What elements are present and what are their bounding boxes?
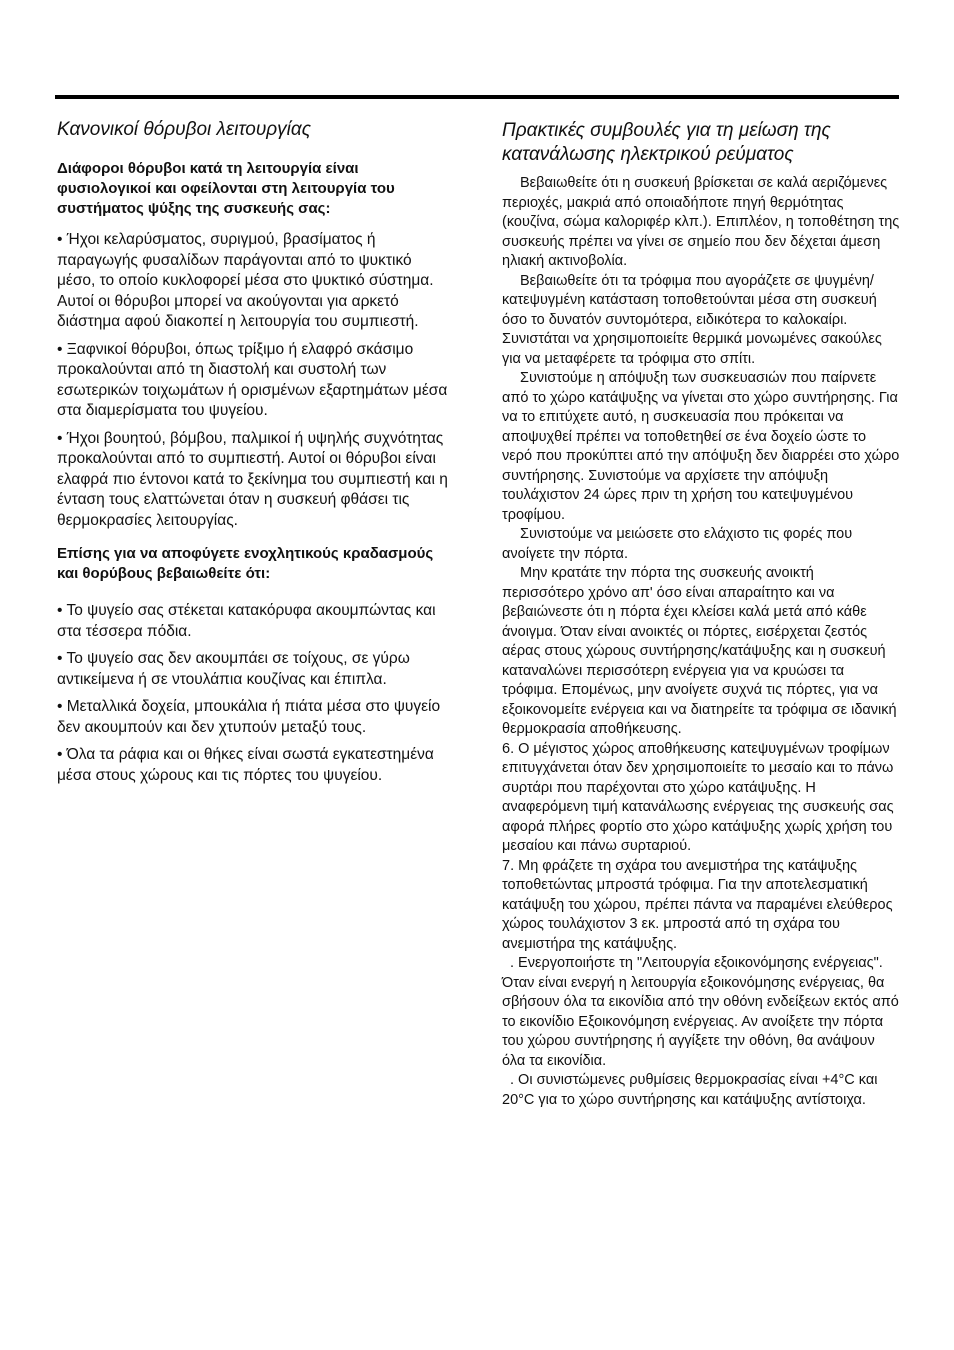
tip-paragraph-1: Βεβαιωθείτε ότι η συσκευή βρίσκεται σε καλά αεριζόμενες περιοχές, μακριά από οποιαδήποτε πηγή θερμότητας (κουζίνα, σώμα καλοριφέρ κλπ.). Επιπλέον, η τοποθέτηση της συσκευής πρέπει να γίνει σε σημείο που δεν δέχεται άμεση ηλιακή ακτινοβολία. [502, 175, 900, 269]
avoid-bullet-3: • Μεταλλικά δοχεία, μπουκάλια ή πιάτα μέσα στο ψυγείο δεν ακουμπούν και δεν χτυπούν μεταξύ τους. [57, 698, 441, 736]
top-rule [55, 95, 899, 99]
tip-paragraph-8: . Ενεργοποιήστε τη "Λειτουργία εξοικονόμησης ενέργειας". Όταν είναι ενεργή η λειτουργία εξοικονόμησης ενέργειας, θα σβήσουν όλα τα εικονίδια από την οθόνη ενδείξεων εκτός από το εικονίδιο Εξοικονόμηση ενέργειας. Αν ανοίξετε την πόρτα του χώρου συντήρησης ή αγγίξετε την οθόνη, θα ανάψουν όλα τα εικονίδια. [502, 955, 899, 1069]
tip-paragraph-5: Μην κρατάτε την πόρτα της συσκευής ανοικτή περισσότερο χρόνο απ' όσο είναι απαραίτητο και να βεβαιώνεστε ότι η πόρτα έχει κλείσει καλά μετά από κάθε άνοιγμα. Όταν είναι ανοικτές οι πόρτες, εισέρχεται ζεστός αέρας στους χώρους συντήρησης/κατάψυξης και η συσκευή καταναλώνει περισσότερη ενέργεια για να κρυώσει τα τρόφιμα. Επομένως, μην ανοίγετε συχνά τις πόρτες, για να εξοικονομείτε ενέργεια και να διατηρείτε τα τρόφιμα σε ιδανική θερμοκρασία αποθήκευσης. [502, 565, 897, 737]
tip-paragraph-6: 6. Ο μέγιστος χώρος αποθήκευσης κατεψυγμένων τροφίμων επιτυγχάνεται όταν δεν χρησιμοποιείτε το μεσαίο και το πάνω συρτάρι που παρέχονται στο χώρο κατάψυξης. Η αναφερόμενη τιμή κατανάλωσης ενέργειας της συσκευής σας αφορά πλήρες φορτίο στο χώρο κατάψυξης χωρίς χρήση του μεσαίου και πάνω συρταριού. [502, 740, 894, 854]
avoid-bullet-2: • Το ψυγείο σας δεν ακουμπάει σε τοίχους, σε γύρω αντικείμενα ή σε ντουλάπια κουζίνας και έπιπλα. [57, 650, 410, 688]
avoid-bullet-1: • Το ψυγείο σας στέκεται κατακόρυφα ακουμπώντας και στα τέσσερα πόδια. [57, 602, 436, 640]
noise-bullet-3: • Ήχοι βουητού, βόμβου, παλμικοί ή υψηλής συχνότητας προκαλούνται από το συμπιεστή. Αυτοί οι θόρυβοι είναι ελαφρά πιο έντονοι κατά το ξεκίνημα του συμπιεστή και η ένταση τους ελαττώνεται όταν η συσκευή φθάσει τις θερμοκρασίες λειτουργίας. [57, 429, 448, 529]
noise-bullet-2: • Ξαφνικοί θόρυβοι, όπως τρίξιμο ή ελαφρό σκάσιμο προκαλούνται από τη διαστολή και συστολή των εσωτερικών τοιχωμάτων ή ορισμένων εξαρτημάτων μέσα στα διαμερίσματα του ψυγείου. [57, 340, 448, 419]
tip-paragraph-2: Βεβαιωθείτε ότι τα τρόφιμα που αγοράζετε σε ψυγμένη/κατεψυγμένη κατάσταση τοποθετούνται μέσα στη συσκευή όσο το δυνατόν συντομότερα, ειδικότερα το καλοκαίρι. Συνιστάται να χρησιμοποιείτε θερμικά μονωμένες σακούλες για να μεταφέρετε τα τρόφιμα στο σπίτι. [502, 272, 882, 367]
tip-paragraph-7: 7. Μη φράζετε τη σχάρα του ανεμιστήρα της κατάψυξης τοποθετώντας μπροστά τρόφιμα. Για την αποτελεσματική κατάψυξη του χώρου, πρέπει πάντα να παραμένει ελεύθερος χώρος τουλάχιστον 3 εκ. μπροστά από τη σχάρα του ανεμιστήρα της κατάψυξης. [502, 857, 893, 952]
noise-bullet-1: • Ήχοι κελαρύσματος, συριγμού, βρασίματος ή παραγωγής φυσαλίδων παράγονται από το ψυκτικό μέσο, το οποίο κυκλοφορεί μέσα στο ψυκτικό σύστημα. Αυτοί οι θόρυβοι μπορεί να ακούγονται για αρκετό διάστημα αφού διακοπεί η λειτουργία του συμπιεστή. [57, 231, 434, 330]
avoid-bullet-4: • Όλα τα ράφια και οι θήκες είναι σωστά εγκατεστημένα μέσα στους χώρους και τις πόρτες του ψυγείου. [57, 746, 434, 784]
tip-paragraph-4: Συνιστούμε να μειώσετε στο ελάχιστο τις φορές που ανοίγετε την πόρτα. [502, 526, 853, 562]
avoid-vibration-bold: Επίσης για να αποφύγετε ενοχλητικούς κραδασμούς και θορύβους βεβαιωθείτε ότι: [57, 545, 434, 582]
right-column [502, 118, 900, 1110]
noise-intro-bold: Διάφοροι θόρυβοι κατά τη λειτουργία είναι φυσιολογικοί και οφείλονται στη λειτουργία του συστήματος ψύξης της συσκευής σας: [57, 160, 395, 217]
energy-tips-heading: Πρακτικές συμβουλές για τη μείωση της κατανάλωσης ηλεκτρικού ρεύματος [502, 120, 831, 165]
left-column [57, 118, 449, 793]
tip-paragraph-9: . Οι συνιστώμενες ρυθμίσεις θερμοκρασίας είναι +4°C και 20°C για το χώρο συντήρησης και κατάψυξης αντίστοιχα. [502, 1072, 878, 1108]
normal-noises-heading: Κανονικοί θόρυβοι λειτουργίας [57, 119, 311, 140]
tip-paragraph-3: Συνιστούμε η απόψυξη των συσκευασιών που παίρνετε από το χώρο κατάψυξης να γίνεται στο χώρο συντήρησης. Για να το επιτύχετε αυτό, η συσκευασία που πρόκειται να αποψυχθεί πρέπει να τοποθετηθεί σε ένα δοχείο ώστε το νερό που προκύπτει από την απόψυξη δεν διαρρέει στο χώρο συντήρησης. Συνιστούμε να αρχίσετε την απόψυξη τουλάχιστον 24 ώρες πριν τη χρήση του κατεψυγμένου τροφίμου. [502, 370, 900, 523]
